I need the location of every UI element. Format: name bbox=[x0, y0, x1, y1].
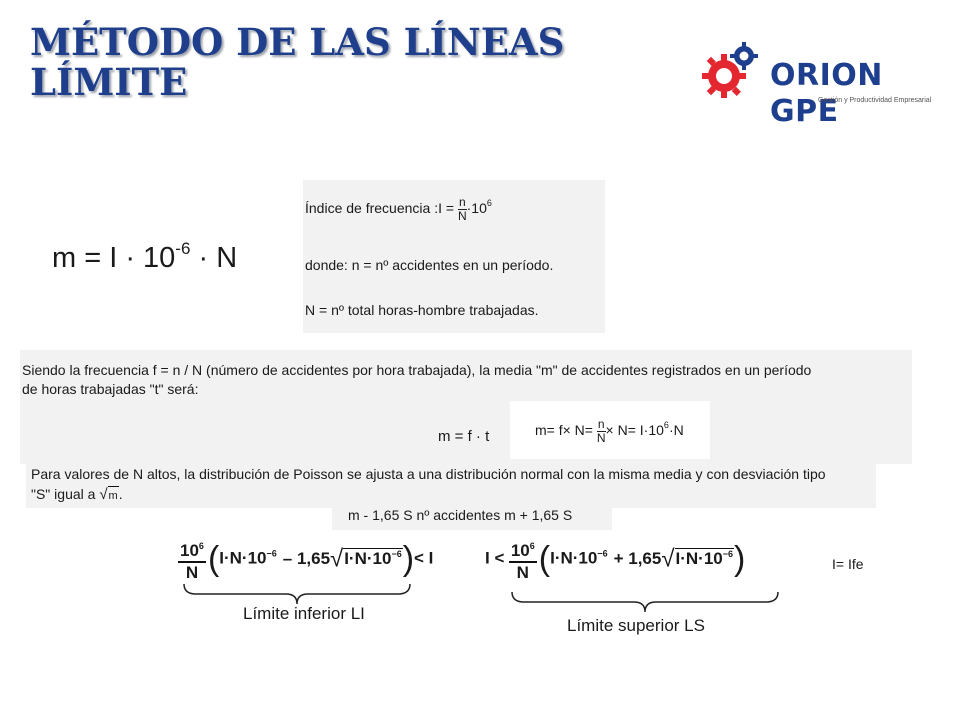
main-formula: $m = I \cdot 10^{-6} \cdot N$ bbox=[52, 239, 238, 274]
lower-limit-formula: $\frac{10^6}{N}(I\cdot N\cdot 10^{-6} - 1,65√I\cdot N\cdot 10^{-6})< I$ bbox=[178, 536, 433, 583]
paragraph2-line2: "S" igual a √m. bbox=[31, 486, 123, 503]
frequency-index-formula: Índice de frecuencia :I = $\frac{n}{N}$ $\cdot 10^6$ bbox=[305, 194, 492, 223]
definition-n: donde: n = nº accidentes en un período. bbox=[305, 257, 554, 273]
lower-limit-label: Límite inferior LI bbox=[243, 604, 365, 623]
paragraph2-line1: Para valores de N altos, la distribución de Poisson se ajusta a una distribución normal con la misma media y con desviación tipo bbox=[31, 466, 826, 482]
slide-title bbox=[30, 22, 670, 102]
mean-formula: m = f · t bbox=[438, 428, 490, 445]
mean-expansion-formula: m= f× N= $\frac{n}{N}$ × $N= I\cdot 10^6\cdot N$ bbox=[535, 416, 684, 445]
logo-tagline: Gestión y Productividad Empresarial bbox=[818, 97, 932, 104]
upper-limit-formula: I < $\frac{10^6}{N}(I\cdot N\cdot 10^{-6} + 1,65√I\cdot N\cdot 10^{-6})$ bbox=[485, 536, 745, 583]
title-line-1: MÉTODO DE LAS LÍNEAS bbox=[30, 20, 565, 64]
gears-icon bbox=[700, 40, 770, 110]
definition-N: N = nº total horas-hombre trabajadas. bbox=[305, 302, 539, 318]
accident-range: m - 1,65 S nº accidentes m + 1,65 S bbox=[348, 507, 573, 523]
lower-limit-brace bbox=[182, 582, 412, 606]
logo-name: ORION GPE bbox=[770, 58, 883, 129]
upper-limit-brace bbox=[510, 590, 780, 614]
title-line-2: LÍMITE bbox=[30, 60, 188, 104]
paragraph1-line2: de horas trabajadas "t" será: bbox=[22, 381, 199, 397]
upper-limit-label: Límite superior LS bbox=[567, 616, 705, 635]
paragraph1-line1: Siendo la frecuencia f = n / N (número de accidentes por hora trabajada), la media "m" de accidentes registrados en un período bbox=[22, 362, 812, 378]
index-note: I= Ife bbox=[832, 556, 864, 572]
